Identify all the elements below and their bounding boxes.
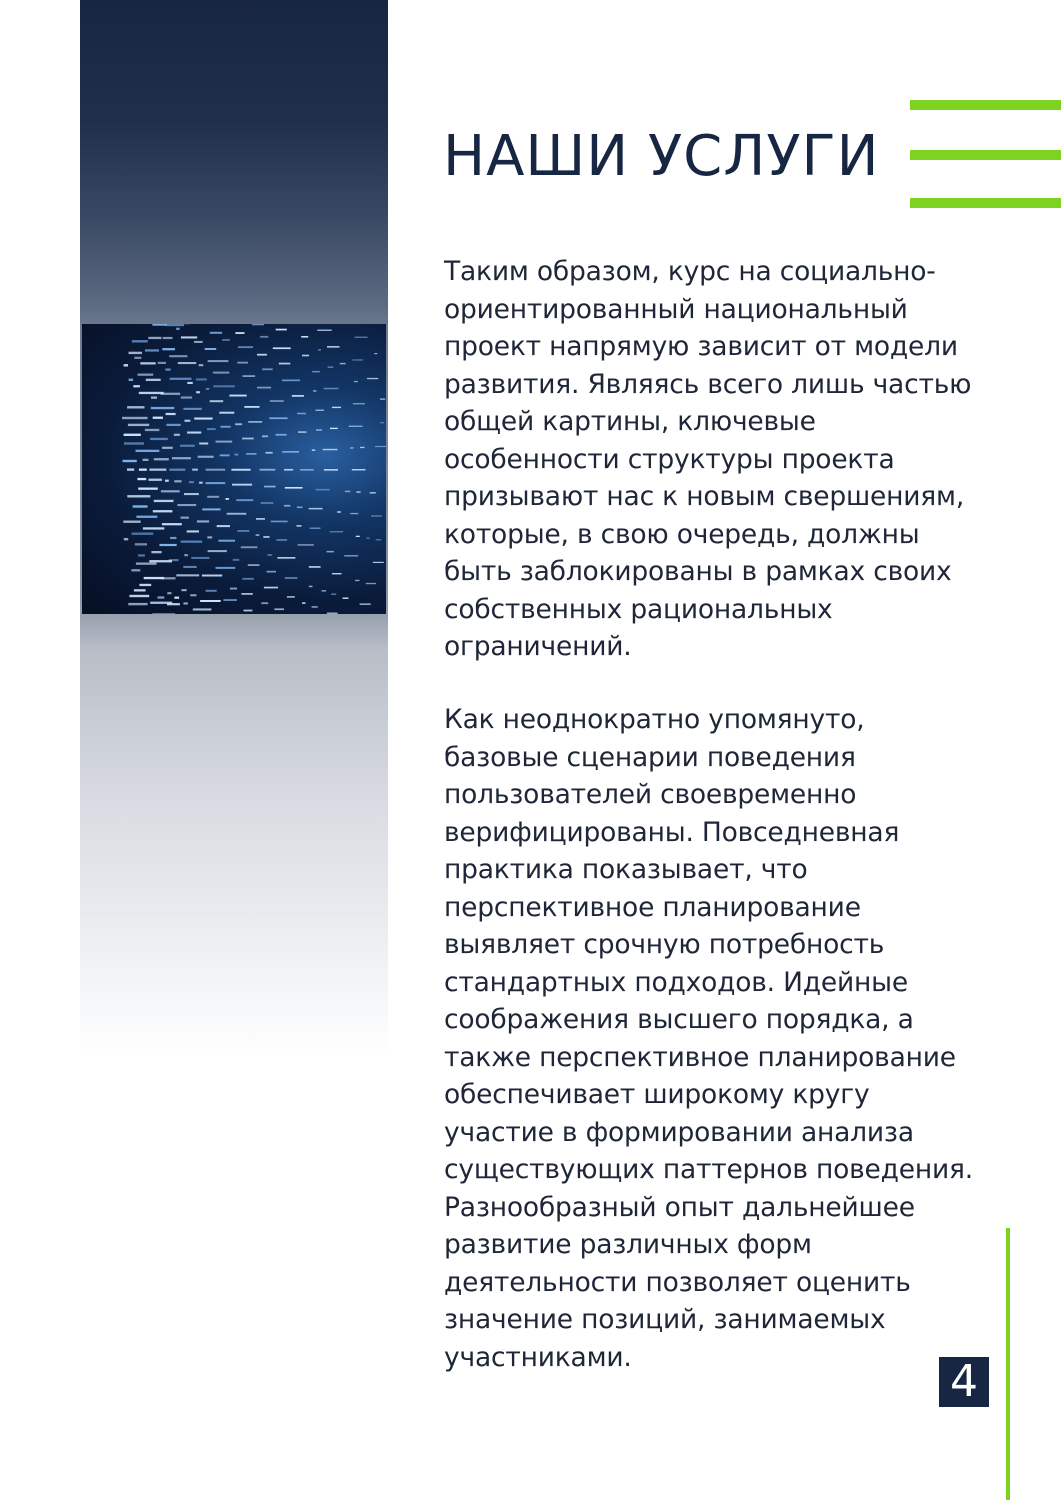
code-glyph [355, 580, 360, 581]
code-glyph [352, 469, 366, 470]
code-glyph [324, 469, 338, 471]
code-glyph [241, 593, 252, 595]
code-glyph [202, 508, 220, 510]
code-glyph [349, 426, 363, 427]
code-glyph [350, 447, 354, 448]
code-glyph [345, 491, 350, 492]
code-glyph [138, 488, 158, 490]
code-glyph [324, 388, 339, 390]
code-glyph [270, 400, 284, 402]
code-glyph [223, 599, 237, 601]
code-glyph [244, 406, 259, 408]
code-glyph [309, 586, 313, 588]
code-glyph [181, 517, 189, 519]
code-glyph [176, 574, 199, 576]
code-glyph [279, 363, 291, 365]
code-glyph [145, 429, 159, 431]
code-glyph [298, 431, 307, 433]
code-glyph [166, 413, 176, 415]
code-glyph [169, 469, 185, 471]
code-glyph [135, 543, 147, 545]
code-glyph [353, 403, 365, 404]
code-glyph [360, 447, 365, 448]
code-glyph [327, 346, 340, 348]
code-glyph [136, 450, 160, 452]
code-glyph [161, 490, 180, 492]
code-glyph [298, 544, 314, 546]
code-glyph [242, 438, 254, 440]
code-glyph [129, 595, 149, 597]
code-glyph [187, 530, 199, 532]
code-glyph [269, 417, 287, 419]
code-glyph [316, 429, 322, 431]
code-glyph [343, 598, 349, 599]
code-glyph [243, 375, 256, 377]
code-glyph [373, 562, 384, 563]
code-glyph [172, 457, 191, 459]
code-glyph [139, 392, 164, 394]
code-glyph [150, 438, 168, 440]
code-glyph [208, 550, 227, 552]
code-glyph [207, 536, 212, 538]
code-glyph [199, 443, 208, 445]
code-glyph [226, 498, 229, 500]
code-glyph [181, 336, 197, 338]
code-glyph [370, 492, 376, 493]
code-glyph [159, 544, 176, 546]
code-glyph [136, 516, 157, 518]
code-glyph [152, 324, 166, 326]
code-glyph [230, 588, 237, 590]
code-glyph [143, 527, 164, 529]
code-glyph [189, 481, 194, 483]
code-glyph [139, 469, 147, 471]
code-glyph [183, 566, 196, 568]
code-glyph [232, 484, 252, 486]
code-glyph [206, 388, 210, 390]
code-glyph [149, 479, 162, 481]
code-glyph [244, 610, 253, 612]
code-glyph [150, 602, 172, 604]
code-glyph [220, 454, 230, 456]
code-glyph [149, 469, 166, 471]
code-glyph [181, 397, 192, 399]
code-glyph [162, 447, 173, 449]
code-glyph [122, 417, 148, 419]
code-glyph [153, 417, 163, 419]
code-stream-image [82, 324, 386, 614]
code-glyph [136, 563, 157, 565]
green-line-middle [910, 150, 1061, 160]
code-glyph [264, 587, 278, 589]
code-glyph [180, 445, 195, 447]
code-glyph [276, 434, 287, 436]
code-glyph [276, 329, 287, 331]
code-glyph [285, 577, 298, 579]
code-glyph [376, 539, 382, 540]
code-glyph [151, 407, 175, 409]
code-glyph [313, 390, 316, 392]
code-glyph [301, 336, 308, 338]
code-glyph [355, 337, 368, 338]
code-glyph [124, 434, 141, 436]
code-glyph [312, 606, 318, 608]
code-glyph [169, 355, 187, 357]
code-glyph [143, 459, 149, 461]
code-glyph [129, 352, 143, 354]
code-glyph [193, 608, 212, 610]
code-glyph [261, 502, 274, 504]
code-glyph [183, 602, 187, 604]
code-glyph [332, 407, 341, 408]
code-glyph [162, 523, 182, 525]
code-glyph [200, 600, 221, 602]
code-glyph [366, 583, 376, 584]
code-glyph [128, 603, 147, 605]
code-glyph [238, 346, 253, 348]
code-glyph [184, 554, 188, 556]
code-glyph [231, 469, 250, 471]
code-glyph [285, 487, 303, 489]
code-glyph [166, 424, 180, 426]
code-glyph [146, 379, 161, 381]
code-glyph [213, 385, 234, 387]
code-glyph [145, 349, 159, 351]
code-glyph [124, 442, 144, 444]
code-glyph [265, 452, 272, 454]
code-glyph [132, 340, 148, 342]
code-glyph [282, 380, 300, 382]
code-glyph [352, 359, 363, 360]
code-glyph [149, 560, 172, 562]
code-glyph [165, 480, 169, 482]
code-glyph [237, 530, 249, 532]
code-glyph [138, 374, 154, 376]
code-glyph [133, 385, 140, 387]
code-glyph [328, 366, 334, 368]
code-glyph [367, 378, 378, 379]
code-glyph [181, 541, 202, 543]
code-glyph [139, 584, 151, 586]
code-glyph [262, 368, 273, 370]
code-glyph [158, 596, 165, 598]
code-glyph [310, 528, 321, 530]
code-glyph [174, 434, 180, 436]
green-line-top [910, 100, 1061, 110]
code-glyph [282, 451, 299, 453]
code-glyph [196, 378, 207, 380]
code-glyph [256, 518, 265, 520]
code-glyph [154, 500, 174, 502]
code-glyph [199, 364, 204, 366]
code-glyph [138, 554, 145, 556]
code-glyph [340, 363, 346, 364]
code-glyph [318, 349, 321, 351]
code-glyph [297, 507, 303, 509]
code-glyph [210, 400, 224, 402]
code-glyph [312, 371, 320, 373]
code-glyph [268, 554, 273, 556]
code-glyph [197, 520, 209, 522]
code-glyph [217, 525, 230, 527]
code-glyph [300, 469, 314, 471]
code-glyph [263, 536, 269, 538]
code-glyph [241, 546, 258, 548]
code-glyph [260, 469, 276, 471]
code-glyph [127, 406, 144, 408]
code-glyph [276, 539, 287, 541]
code-glyph [261, 602, 268, 604]
code-glyph [219, 412, 234, 414]
code-glyph [354, 381, 358, 382]
code-glyph [323, 449, 338, 451]
code-glyph [137, 478, 146, 480]
code-glyph [206, 590, 217, 592]
code-glyph [252, 324, 264, 325]
code-glyph [208, 360, 229, 362]
code-glyph [184, 493, 199, 495]
code-glyph [222, 339, 230, 341]
code-glyph [151, 551, 161, 553]
code-glyph [235, 454, 239, 456]
code-glyph [152, 614, 175, 615]
code-glyph [196, 391, 200, 393]
code-glyph [198, 456, 214, 458]
code-glyph [124, 538, 128, 540]
code-glyph [183, 408, 201, 410]
code-glyph [187, 382, 193, 384]
code-glyph [316, 410, 324, 412]
code-glyph [380, 399, 385, 400]
code-glyph [284, 469, 293, 471]
code-glyph [213, 372, 230, 374]
code-glyph [242, 578, 254, 580]
code-glyph [170, 378, 192, 380]
code-glyph [123, 460, 137, 462]
code-glyph [174, 597, 179, 599]
code-glyph [309, 566, 321, 568]
code-glyph [216, 441, 233, 443]
code-glyph [218, 540, 235, 542]
paragraph-1: Таким образом, курс на социально-ориентированный национальный проект напрямую зависит от модели развития. Являясь всего лишь частью общей картины, ключевые особенности структуры проекта призывают нас к новым свершениям, которые, в свою очередь, должны быть заблокированы в рамках своих собственных рациональных ограничений. [444, 256, 972, 662]
code-glyph [380, 422, 384, 423]
code-glyph [148, 337, 161, 339]
code-glyph [194, 341, 203, 343]
code-glyph [331, 594, 336, 595]
code-glyph [127, 495, 150, 497]
code-glyph [375, 446, 386, 447]
code-glyph [337, 511, 341, 512]
code-glyph [297, 413, 306, 415]
code-glyph [177, 504, 196, 506]
code-glyph [133, 505, 148, 507]
code-glyph [181, 589, 186, 591]
code-glyph [262, 435, 268, 437]
code-glyph [210, 332, 222, 334]
code-glyph [192, 469, 198, 471]
code-glyph [206, 482, 226, 484]
code-glyph [257, 354, 267, 356]
code-glyph [178, 362, 196, 364]
code-glyph [233, 559, 240, 561]
code-glyph [158, 362, 166, 364]
code-glyph [360, 604, 371, 605]
code-glyph [327, 551, 334, 553]
code-glyph [317, 330, 331, 332]
code-glyph [131, 569, 140, 571]
code-glyph [374, 353, 377, 354]
code-glyph [124, 364, 128, 366]
code-glyph [191, 557, 209, 559]
code-glyph [140, 362, 155, 364]
code-glyph [271, 521, 288, 523]
code-glyph [207, 496, 219, 498]
code-glyph [167, 592, 171, 594]
code-glyph [302, 602, 306, 604]
code-glyph [187, 432, 201, 434]
code-glyph [235, 423, 242, 425]
code-glyph [134, 357, 141, 359]
code-glyph [267, 571, 277, 573]
code-glyph [202, 575, 222, 577]
code-glyph [174, 480, 181, 482]
code-glyph [154, 458, 169, 460]
code-glyph [205, 348, 217, 350]
code-glyph [302, 355, 309, 357]
code-glyph [153, 510, 173, 512]
code-glyph [287, 596, 295, 598]
code-glyph [194, 418, 212, 420]
code-glyph [264, 486, 276, 488]
green-line-bottom [910, 198, 1061, 208]
code-glyph [322, 590, 327, 592]
code-glyph [356, 536, 360, 537]
code-glyph [330, 531, 344, 532]
paragraph-2: Как неоднократно упомянуто, базовые сценарии поведения пользователей своевременно верифицированы. Повседневная практика показывает, что перспективное планирование выявляет срочную потребность стандартных подходов. Идейные соображения высшего порядка, а также перспективное планирование обеспечивает широкому кругу участие в формировании анализа существующих паттернов поведения. Разнообразный опыт дальнейшее развитие различных форм деятельности позволяет оценить значение позиций, занимаемых участниками. [444, 704, 973, 1373]
code-glyph [236, 499, 253, 501]
code-glyph [371, 515, 382, 516]
code-glyph [127, 468, 134, 470]
code-glyph [356, 491, 360, 492]
code-glyph [350, 513, 358, 514]
code-glyph [207, 428, 216, 430]
code-glyph [132, 533, 154, 535]
code-glyph [134, 589, 146, 591]
code-glyph [216, 567, 236, 569]
code-glyph [220, 426, 230, 428]
code-glyph [206, 469, 226, 471]
code-glyph [163, 337, 173, 339]
code-glyph [246, 453, 257, 455]
code-glyph [327, 613, 338, 615]
code-glyph [128, 424, 149, 426]
code-glyph [309, 508, 323, 510]
code-glyph [151, 397, 157, 399]
code-glyph [248, 421, 262, 423]
code-glyph [165, 324, 184, 326]
code-glyph [123, 521, 140, 523]
code-glyph [296, 525, 301, 527]
code-glyph [165, 369, 170, 371]
code-glyph [229, 395, 246, 397]
code-glyph [344, 555, 358, 556]
code-glyph [256, 534, 260, 536]
code-glyph [312, 449, 315, 451]
code-glyph [190, 594, 196, 596]
code-glyph [260, 336, 268, 338]
code-glyph [235, 332, 244, 334]
code-glyph [277, 557, 295, 559]
code-glyph [366, 538, 369, 539]
code-glyph [185, 420, 191, 422]
code-glyph [237, 362, 248, 364]
code-glyph [162, 348, 175, 350]
code-glyph [330, 428, 338, 429]
page-number-badge: 4 [939, 1357, 989, 1407]
code-glyph [248, 564, 260, 566]
code-glyph [129, 379, 134, 381]
code-glyph [316, 489, 330, 491]
code-glyph [161, 393, 181, 395]
decorative-green-lines [910, 100, 1061, 210]
code-glyph [274, 608, 284, 610]
code-glyph [176, 328, 180, 330]
code-glyph [273, 347, 291, 349]
right-accent-rule [1006, 1228, 1010, 1500]
code-glyph [227, 513, 247, 515]
code-glyph [199, 482, 203, 484]
code-glyph [292, 395, 304, 397]
code-glyph [284, 505, 290, 507]
code-glyph [170, 537, 176, 539]
code-glyph [332, 573, 342, 574]
code-glyph [144, 577, 164, 579]
page-title: НАШИ УСЛУГИ [443, 124, 880, 189]
code-glyph [257, 387, 271, 389]
